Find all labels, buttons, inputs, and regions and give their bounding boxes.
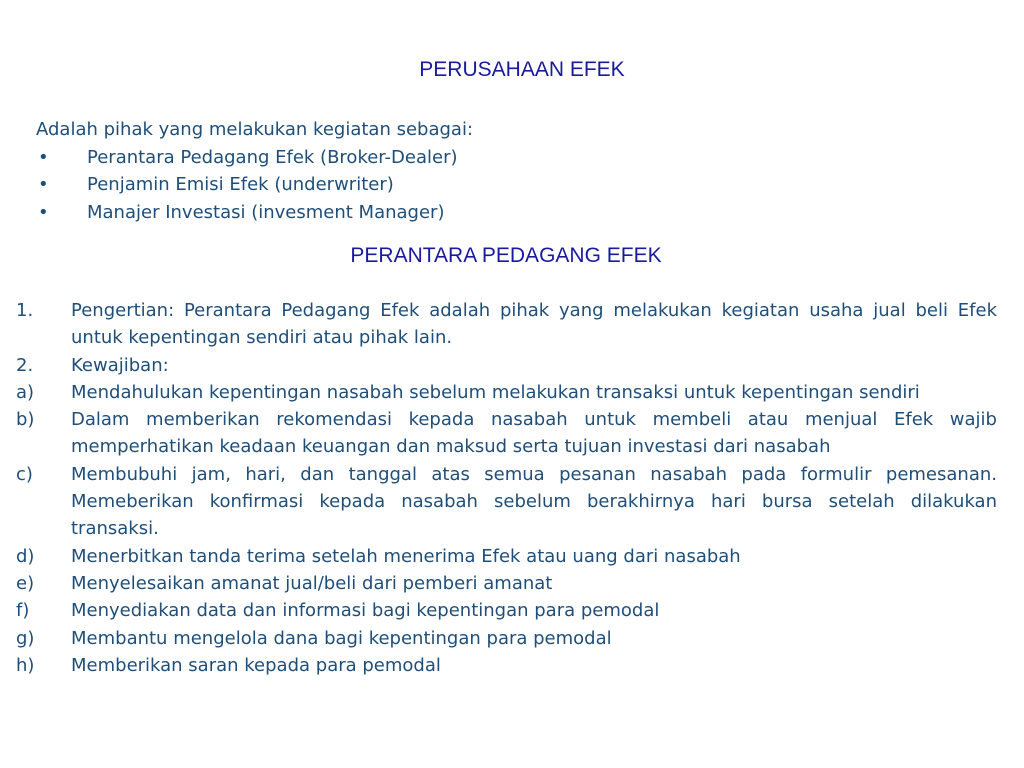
list-item [16, 352, 997, 379]
list-item-text: Menyelesaikan amanat jual/beli dari pemberi amanat [71, 572, 553, 594]
list-item-marker: g) [16, 627, 35, 649]
list-item-marker: a) [16, 381, 35, 403]
list-item-text: Pengertian: Perantara Pedagang Efek adalah pihak yang melakukan kegiatan usaha jual beli Efek untuk kepentingan sendiri atau pihak lain. [71, 300, 997, 349]
list-item-text: Membubuhi jam, hari, dan tanggal atas semua pesanan nasabah pada formulir pemesanan. Memeberikan konfirmasi kepada nasabah sebelum berakhirnya hari bursa setelah dilakukan transaksi. [71, 463, 997, 540]
page-title: PERUSAHAAN EFEK [419, 58, 625, 81]
list-item-text: Mendahulukan kepentingan nasabah sebelum melakukan transaksi untuk kepentingan sendiri [71, 381, 920, 403]
list-item [16, 652, 997, 679]
bullet-item-text: Manajer Investasi (invesment Manager) [87, 201, 445, 223]
list-item [16, 543, 997, 570]
list-item-text: Dalam memberikan rekomendasi kepada nasabah untuk membeli atau menjual Efek wajib memperhatikan keadaan keuangan dan maksud serta tujuan investasi dari nasabah [71, 409, 997, 458]
list-item-text: Membantu mengelola dana bagi kepentingan para pemodal [71, 627, 612, 649]
bullet-item-text: Perantara Pedagang Efek (Broker-Dealer) [87, 146, 458, 168]
list-item-text: Menyediakan data dan informasi bagi kepentingan para pemodal [71, 600, 660, 622]
list-item [16, 297, 997, 352]
list-item-marker: d) [16, 545, 35, 567]
section-title: PERANTARA PEDAGANG EFEK [350, 244, 662, 267]
bullet-item-text: Penjamin Emisi Efek (underwriter) [87, 174, 394, 195]
intro-block [36, 116, 736, 226]
bullet-icon: • [38, 174, 49, 195]
list-item-marker: h) [16, 654, 35, 676]
list-item-marker: c) [16, 463, 33, 485]
numbered-list [16, 297, 997, 679]
list-item-marker: e) [16, 572, 35, 594]
intro-text: Adalah pihak yang melakukan kegiatan sebagai: [36, 119, 474, 140]
list-item [16, 570, 997, 597]
list-item-text: Menerbitkan tanda terima setelah menerima Efek atau uang dari nasabah [71, 545, 741, 567]
bullet-item [36, 144, 736, 172]
list-item-text: Memberikan saran kepada para pemodal [71, 654, 441, 676]
list-item [16, 625, 997, 652]
bullet-icon: • [38, 201, 49, 223]
bullet-item [36, 171, 736, 199]
bullet-icon: • [38, 146, 49, 168]
list-item-marker: f) [16, 600, 30, 622]
list-item [16, 379, 997, 406]
list-item-marker: 1. [16, 300, 34, 321]
list-item [16, 406, 997, 461]
list-item-marker: 2. [16, 354, 34, 376]
list-item-marker: b) [16, 409, 35, 431]
list-item [16, 461, 997, 543]
list-item [16, 597, 997, 624]
bullet-item [36, 199, 736, 227]
list-item-text: Kewajiban: [71, 354, 169, 376]
